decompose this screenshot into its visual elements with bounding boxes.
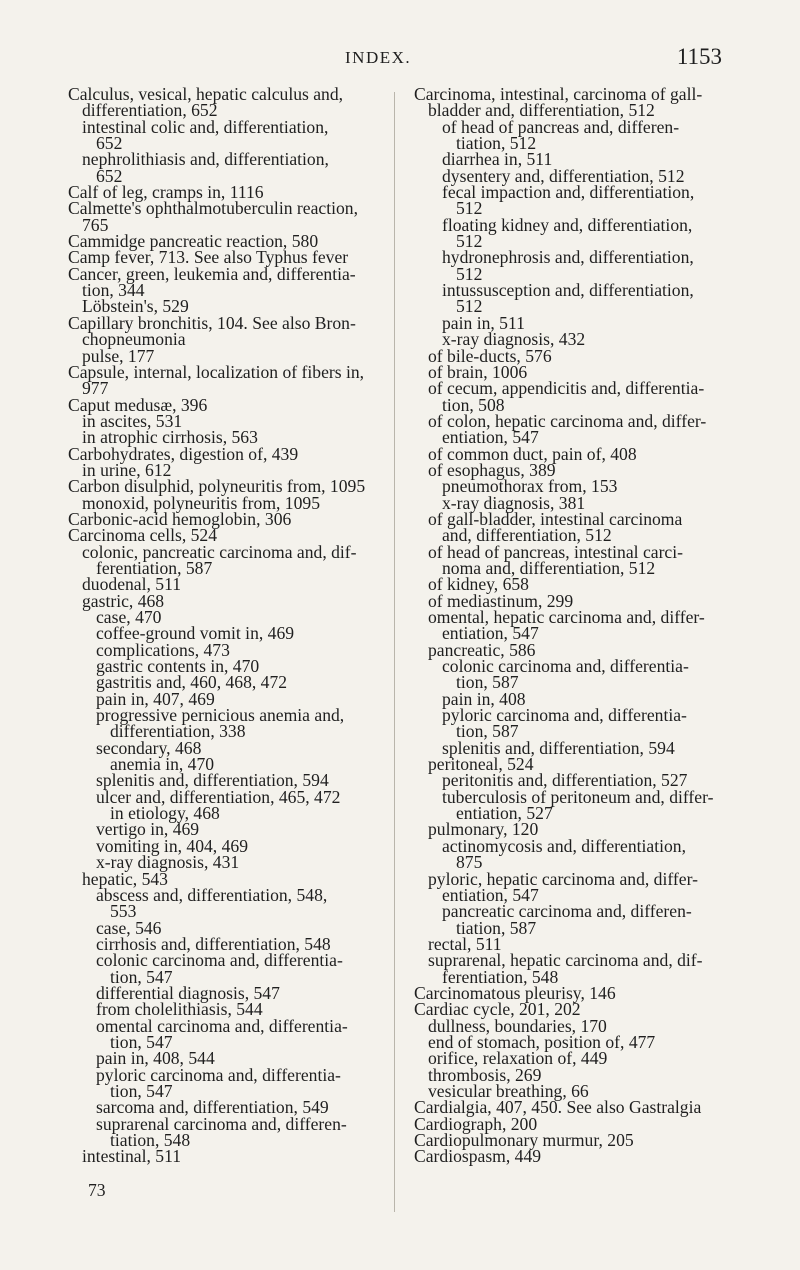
index-entry: suprarenal, hepatic carcinoma and, dif-: [428, 950, 703, 971]
index-entry: hepatic, 543: [82, 868, 168, 889]
index-entry: in etiology, 468: [110, 803, 220, 824]
index-entry: peritonitis and, differentiation, 527: [442, 770, 688, 791]
index-entry: splenitis and, differentiation, 594: [442, 737, 675, 758]
index-entry: of mediastinum, 299: [428, 590, 574, 611]
index-entry: x-ray diagnosis, 381: [442, 492, 586, 513]
index-entry: in ascites, 531: [82, 410, 183, 431]
index-entry: from cholelithiasis, 544: [96, 999, 263, 1020]
index-entry: diarrhea in, 511: [442, 149, 553, 170]
index-entry: noma and, differentiation, 512: [442, 557, 656, 578]
right-index-column: [414, 86, 736, 1165]
signature-mark: 73: [88, 1180, 106, 1200]
index-entry: in atrophic cirrhosis, 563: [82, 427, 258, 448]
index-entry: intussusception and, differentiation,: [442, 280, 694, 301]
index-entry: gastric, 468: [82, 590, 165, 611]
index-entry: omental carcinoma and, differentia-: [96, 1015, 348, 1036]
index-entry: of bile-ducts, 576: [428, 345, 552, 366]
index-entry: in urine, 612: [82, 459, 172, 480]
index-entry: pyloric, hepatic carcinoma and, differ-: [428, 868, 698, 889]
index-entry: monoxid, polyneuritis from, 1095: [82, 492, 320, 513]
index-entry: Carcinomatous pleurisy, 146: [414, 982, 616, 1003]
index-entry: differentiation, 652: [82, 100, 218, 121]
index-entry: nephrolithiasis and, differentiation,: [82, 149, 329, 170]
index-entry: pancreatic carcinoma and, differen-: [442, 901, 692, 922]
index-entry: entiation, 547: [442, 884, 539, 905]
left-index-column: [68, 86, 390, 1165]
index-entry: suprarenal carcinoma and, differen-: [96, 1113, 347, 1134]
index-entry: tion, 344: [82, 280, 145, 301]
index-entry: Cammidge pancreatic reaction, 580: [68, 231, 319, 252]
index-entry: of head of pancreas and, differen-: [442, 116, 680, 137]
index-entry: 977: [82, 378, 109, 399]
index-entry: Carbonic-acid hemoglobin, 306: [68, 508, 292, 529]
index-entry: progressive pernicious anemia and,: [96, 705, 345, 726]
index-entry: pancreatic, 586: [428, 639, 536, 660]
index-entry: omental, hepatic carcinoma and, differ-: [428, 607, 705, 627]
index-entry: Calf of leg, cramps in, 1116: [68, 182, 264, 203]
index-entry: fecal impaction and, differentiation,: [442, 182, 695, 203]
index-entry: x-ray diagnosis, 432: [442, 329, 586, 350]
index-entry: pain in, 408: [442, 688, 526, 709]
index-entry: dysentery and, differentiation, 512: [442, 165, 685, 186]
index-entry: of cecum, appendicitis and, differentia-: [428, 378, 705, 399]
index-entry: pyloric carcinoma and, differentia-: [442, 705, 687, 726]
index-entry: Cardiopulmonary murmur, 205: [414, 1130, 634, 1150]
index-entry: coffee-ground vomit in, 469: [96, 623, 295, 644]
index-entry: Capsule, internal, localization of fibers in,: [68, 361, 365, 382]
index-entry: orifice, relaxation of, 449: [428, 1048, 608, 1069]
index-entry: chopneumonia: [82, 329, 186, 350]
index-entry: pyloric carcinoma and, differentia-: [96, 1064, 341, 1085]
index-entry: pain in, 407, 469: [96, 688, 215, 709]
index-entry: tion, 587: [456, 721, 519, 742]
index-entry: Carcinoma cells, 524: [68, 525, 218, 546]
index-entry: pain in, 408, 544: [96, 1048, 215, 1069]
index-entry: tuberculosis of peritoneum and, differ-: [442, 786, 714, 807]
index-entry: case, 470: [96, 607, 162, 627]
index-entry: pain in, 511: [442, 312, 525, 333]
index-entry: x-ray diagnosis, 431: [96, 852, 240, 873]
index-entry: tion, 547: [110, 966, 173, 987]
index-entry: tion, 587: [456, 672, 519, 693]
index-entry: differential diagnosis, 547: [96, 982, 280, 1003]
index-entry: of gall-bladder, intestinal carcinoma: [428, 508, 683, 529]
index-entry: colonic carcinoma and, differentia-: [442, 656, 689, 677]
index-entry: vomiting in, 404, 469: [96, 835, 248, 856]
index-entry: of kidney, 658: [428, 574, 529, 595]
index-entry: Cardiospasm, 449: [414, 1146, 542, 1167]
index-entry: duodenal, 511: [82, 574, 182, 595]
index-entry: of head of pancreas, intestinal carci-: [428, 541, 683, 562]
index-entry: Cancer, green, leukemia and, differentia-: [68, 263, 356, 284]
index-entry: and, differentiation, 512: [442, 525, 612, 546]
index-entry: bladder and, differentiation, 512: [428, 100, 655, 121]
index-entry: Capillary bronchitis, 104. See also Bron-: [68, 312, 356, 333]
index-entry: ulcer and, differentiation, 465, 472: [96, 786, 341, 807]
index-entry: 765: [82, 214, 109, 235]
index-entry: Calculus, vesical, hepatic calculus and,: [68, 84, 344, 104]
index-entry: Cardiac cycle, 201, 202: [414, 999, 581, 1020]
index-entry: 875: [456, 852, 483, 873]
index-entry: Calmette's ophthalmotuberculin reaction,: [68, 198, 358, 219]
index-entry: dullness, boundaries, 170: [428, 1015, 607, 1036]
index-entry: Carcinoma, intestinal, carcinoma of gall-: [414, 84, 703, 104]
index-entry: Cardiograph, 200: [414, 1113, 538, 1134]
index-entry: intestinal colic and, differentiation,: [82, 116, 329, 137]
page-number: 1153: [676, 44, 722, 69]
index-entry: cirrhosis and, differentiation, 548: [96, 933, 331, 954]
index-entry: tiation, 512: [456, 133, 537, 154]
index-entry: 512: [456, 231, 483, 252]
index-entry: splenitis and, differentiation, 594: [96, 770, 329, 791]
index-entry: of brain, 1006: [428, 361, 528, 382]
index-entry: complications, 473: [96, 639, 230, 660]
index-entry: Camp fever, 713. See also Typhus fever: [68, 247, 349, 268]
index-entry: 652: [96, 133, 123, 154]
index-entry: of esophagus, 389: [428, 459, 556, 480]
index-entry: secondary, 468: [96, 737, 202, 758]
index-entry: differentiation, 338: [110, 721, 246, 742]
index-entry: tion, 547: [110, 1080, 173, 1101]
index-entry: vertigo in, 469: [96, 819, 200, 840]
index-entry: 553: [110, 901, 137, 922]
index-entry: thrombosis, 269: [428, 1064, 542, 1085]
index-entry: of colon, hepatic carcinoma and, differ-: [428, 410, 707, 431]
index-entry: colonic, pancreatic carcinoma and, dif-: [82, 541, 357, 562]
index-entry: Carbohydrates, digestion of, 439: [68, 443, 299, 464]
index-entry: floating kidney and, differentiation,: [442, 214, 693, 235]
index-entry: Caput medusæ, 396: [68, 394, 208, 415]
index-entry: pneumothorax from, 153: [442, 476, 618, 497]
index-entry: sarcoma and, differentiation, 549: [96, 1097, 329, 1118]
index-entry: tiation, 587: [456, 917, 537, 938]
index-entry: tion, 508: [442, 394, 505, 415]
running-header: [0, 44, 800, 74]
index-entry: vesicular breathing, 66: [428, 1080, 589, 1101]
index-entry: ferentiation, 548: [442, 966, 559, 987]
index-entry: pulmonary, 120: [428, 819, 539, 840]
index-entry: pulse, 177: [82, 345, 155, 366]
index-entry: rectal, 511: [428, 933, 502, 954]
index-entry: entiation, 547: [442, 623, 539, 644]
index-entry: tion, 547: [110, 1031, 173, 1052]
index-entry: colonic carcinoma and, differentia-: [96, 950, 343, 971]
index-entry: Cardialgia, 407, 450. See also Gastralgia: [414, 1097, 702, 1118]
index-entry: 512: [456, 198, 483, 219]
index-entry: gastritis and, 460, 468, 472: [96, 672, 288, 693]
index-entry: 652: [96, 165, 123, 186]
header-title: INDEX.: [345, 48, 412, 67]
index-entry: actinomycosis and, differentiation,: [442, 835, 686, 856]
index-entry: tiation, 548: [110, 1130, 191, 1150]
index-entry: Carbon disulphid, polyneuritis from, 1095: [68, 476, 366, 497]
index-entry: entiation, 547: [442, 427, 539, 448]
index-entry: end of stomach, position of, 477: [428, 1031, 656, 1052]
index-entry: entiation, 527: [456, 803, 553, 824]
index-entry: of common duct, pain of, 408: [428, 443, 637, 464]
index-entry: hydronephrosis and, differentiation,: [442, 247, 694, 268]
index-entry: 512: [456, 263, 483, 284]
index-entry: anemia in, 470: [110, 754, 215, 775]
column-divider: [394, 92, 395, 1212]
index-entry: intestinal, 511: [82, 1146, 182, 1167]
index-entry: Löbstein's, 529: [82, 296, 189, 317]
index-entry: abscess and, differentiation, 548,: [96, 884, 328, 905]
index-entry: 512: [456, 296, 483, 317]
index-entry: case, 546: [96, 917, 162, 938]
index-entry: peritoneal, 524: [428, 754, 534, 775]
index-entry: ferentiation, 587: [96, 557, 213, 578]
index-entry: gastric contents in, 470: [96, 656, 260, 677]
